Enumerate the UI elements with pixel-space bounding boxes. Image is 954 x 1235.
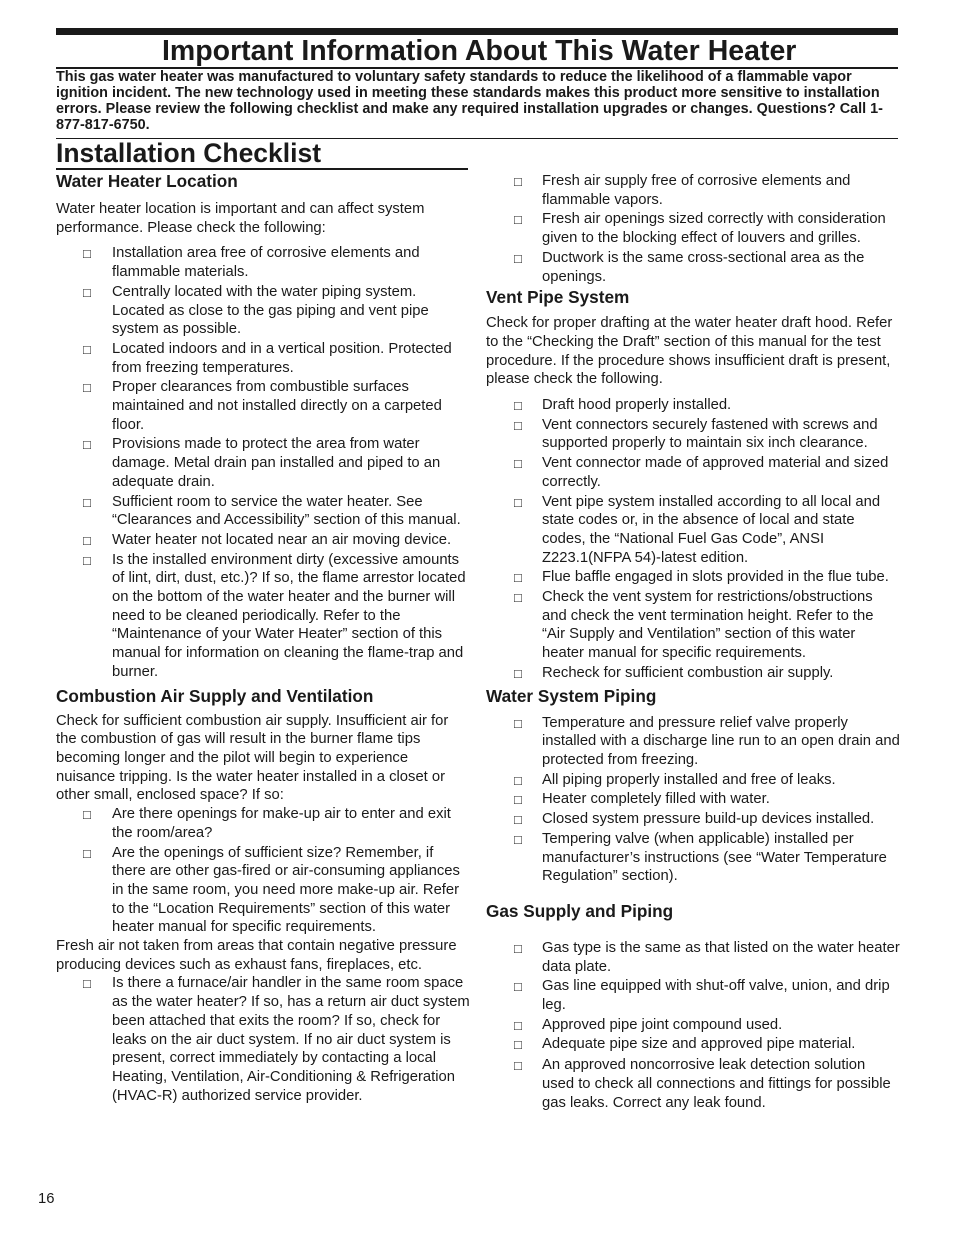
vent-heading: Vent Pipe System	[486, 287, 630, 308]
checklist-item[interactable]	[56, 378, 470, 434]
checklist-item-text: Ductwork is the same cross-sectional area as the openings.	[542, 249, 865, 285]
checkbox-icon[interactable]: □	[83, 807, 91, 823]
checklist-item-text: Temperature and pressure relief valve properly installed with a discharge line run to an open drain and protected from freezing.	[542, 714, 900, 768]
checkbox-icon[interactable]: □	[514, 1037, 522, 1053]
checklist-item-text: Vent connector made of approved material and sized correctly.	[542, 455, 889, 490]
checklist-item[interactable]	[56, 340, 470, 377]
checkbox-icon[interactable]: □	[83, 976, 91, 992]
page-number: 16	[38, 1191, 55, 1207]
checklist-title: Installation Checklist	[56, 138, 322, 168]
checklist-item[interactable]	[486, 810, 900, 829]
checklist-item[interactable]	[486, 1056, 900, 1112]
location-checklist	[56, 244, 470, 681]
right-column	[486, 172, 900, 1112]
checkbox-icon[interactable]: □	[83, 552, 91, 568]
combustion-note: Fresh air not taken from areas that contain negative pressure producing devices such as exhaust fans, fireplaces, etc.	[56, 938, 457, 973]
checklist-title-underline	[56, 168, 468, 170]
checklist-item-text: Fresh air supply free of corrosive elements and flammable vapors.	[542, 173, 851, 208]
checklist-item-text: Located indoors and in a vertical position. Protected from freezing temperatures.	[112, 340, 452, 376]
checklist-item-text: Gas line equipped with shut-off valve, union, and drip leg.	[542, 978, 890, 1014]
checkbox-icon[interactable]: □	[83, 341, 91, 357]
checkbox-icon[interactable]: □	[514, 1058, 522, 1074]
checkbox-icon[interactable]: □	[514, 417, 522, 433]
checklist-item-text: Water heater not located near an air moving device.	[112, 531, 452, 548]
checklist-item-text: Is there a furnace/air handler in the same room space as the water heater? If so, has a return air duct system been attached that exits the room? If so, check for leaks on the air duct system. If no air duct system is present, correct immediately by contacting a local Heating, Ventilation, Air-Conditioning & Refrigeration (HVAC-R) authorized service provider.	[112, 975, 470, 1104]
checklist-item[interactable]	[486, 1035, 900, 1054]
checklist-item-text: Are the openings of sufficient size? Remember, if there are other gas-fired or air-consuming appliances in the same room, you need more make-up air. Refer to the “Location Requirements” section of this water heater manual for specific requirements.	[112, 844, 460, 936]
checkbox-icon[interactable]: □	[83, 246, 91, 262]
checklist-item-text: Heater completely filled with water.	[542, 791, 770, 808]
checkbox-icon[interactable]: □	[514, 212, 522, 228]
checkbox-icon[interactable]: □	[83, 380, 91, 396]
checklist-item[interactable]	[486, 714, 900, 770]
checklist-item-text: Vent connectors securely fastened with screws and supported properly to maintain six inch clearance.	[542, 416, 878, 452]
checklist-item-text: Centrally located with the water piping system. Located as close to the gas piping and vent pipe system as possible.	[112, 283, 429, 338]
checklist-item-text: An approved noncorrosive leak detection solution used to check all connections and fittings for possible gas leaks. Correct any leak found.	[542, 1057, 891, 1111]
checklist-item-text: Flue baffle engaged in slots provided in the flue tube.	[542, 569, 889, 586]
checklist-item[interactable]	[56, 844, 470, 938]
checklist-item-text: Is the installed environment dirty (excessive amounts of lint, dirt, dust, etc.)? If so, the flame arrestor located on the bottom of the water heater and the burner will need to be cleaned periodically. Refer to the “Maintenance of your Water Heater” section of this manual for information on cleaning the flame-trap and burner.	[112, 551, 466, 680]
checklist-item[interactable]	[486, 664, 900, 683]
checklist-item[interactable]	[56, 974, 470, 1105]
checkbox-icon[interactable]: □	[514, 772, 522, 788]
checklist-item[interactable]	[486, 493, 900, 568]
checklist-item-text: Draft hood properly installed.	[542, 397, 732, 414]
checkbox-icon[interactable]: □	[514, 494, 522, 510]
checkbox-icon[interactable]: □	[514, 570, 522, 586]
checklist-item-text: All piping properly installed and free of leaks.	[542, 771, 836, 788]
checklist-item-text: Fresh air openings sized correctly with consideration given to the blocking effect of louvers and grilles.	[542, 211, 886, 247]
checklist-item[interactable]	[486, 568, 900, 587]
vent-checklist	[486, 396, 900, 683]
checklist-item[interactable]	[56, 244, 470, 281]
checklist-item[interactable]	[486, 1016, 900, 1035]
checklist-item[interactable]	[486, 830, 900, 886]
checkbox-icon[interactable]: □	[514, 940, 522, 956]
checklist-item-text: Gas type is the same as that listed on the water heater data plate.	[542, 939, 900, 975]
water-piping-checklist	[486, 714, 900, 886]
gas-piping-heading: Gas Supply and Piping	[486, 900, 674, 921]
checklist-item-text: Tempering valve (when applicable) installed per manufacturer’s instructions (see “Water Temperature Regulation” section).	[542, 830, 887, 885]
checkbox-icon[interactable]: □	[514, 174, 522, 189]
checkbox-icon[interactable]: □	[514, 250, 522, 266]
checkbox-icon[interactable]: □	[83, 437, 91, 453]
checklist-item-text: Are there openings for make-up air to enter and exit the room/area?	[112, 806, 451, 841]
left-column	[56, 171, 470, 1105]
combustion-checklist-2	[56, 974, 470, 1105]
checkbox-icon[interactable]: □	[83, 284, 91, 300]
checkbox-icon[interactable]: □	[83, 532, 91, 548]
checkbox-icon[interactable]: □	[514, 590, 522, 606]
intro-paragraph: This gas water heater was manufactured to voluntary safety standards to reduce the likelihood of a flammable vapor ignition incident. The new technology used in meeting these standards makes this product more sensitive to installation errors. Please review the following checklist and make any required installation upgrades or changes. Questions? Call 1-877-817-6750.	[56, 69, 883, 133]
water-piping-heading: Water System Piping	[486, 685, 657, 706]
checklist-item-text: Sufficient room to service the water heater. See “Clearances and Accessibility” section of this manual.	[112, 493, 461, 529]
checkbox-icon[interactable]: □	[514, 831, 522, 847]
checklist-item[interactable]	[56, 435, 470, 491]
checklist-item-text: Recheck for sufficient combustion air supply.	[542, 664, 834, 681]
checklist-item[interactable]	[56, 283, 470, 339]
location-heading: Water Heater Location	[56, 171, 238, 191]
combustion-intro: Check for sufficient combustion air supply. Insufficient air for the combustion of gas will result in the burner flame tips becoming longer and the pilot will begin to experience nuisance tripping. Is the water heater installed in a closet or other small, enclosed space? If so:	[56, 712, 449, 804]
checklist-item[interactable]	[486, 939, 900, 976]
checklist-item[interactable]	[486, 790, 900, 809]
location-intro: Water heater location is important and can affect system performance. Please check the following:	[56, 201, 425, 236]
combustion-checklist-continued	[486, 172, 900, 286]
checkbox-icon[interactable]: □	[83, 845, 91, 861]
page-title: Important Information About This Water Heater	[162, 35, 797, 67]
checklist-item-text: Check the vent system for restrictions/obstructions and check the vent termination height. Refer to the “Air Supply and Ventilation” section of this water heater manual for specific requirements.	[542, 589, 874, 662]
checklist-item-text: Vent pipe system installed according to all local and state codes or, in the absence of local and state codes, the “National Fuel Gas Code”, ANSI Z223.1(NFPA 54)-latest edition.	[542, 493, 881, 566]
checklist-item[interactable]	[56, 551, 470, 682]
checkbox-icon[interactable]: □	[514, 792, 522, 808]
checklist-item-text: Approved pipe joint compound used.	[542, 1016, 783, 1033]
checklist-item-text: Installation area free of corrosive elements and flammable materials.	[112, 245, 420, 281]
checklist-item[interactable]	[486, 588, 900, 663]
checklist-item[interactable]	[486, 977, 900, 1014]
checklist-item-text: Adequate pipe size and approved pipe material.	[542, 1036, 856, 1053]
checklist-item-text: Provisions made to protect the area from water damage. Metal drain pan installed and piped to an adequate drain.	[112, 436, 441, 490]
checkbox-icon[interactable]: □	[514, 979, 522, 995]
checklist-item[interactable]	[486, 249, 900, 286]
checkbox-icon[interactable]: □	[514, 715, 522, 731]
checklist-item[interactable]	[56, 805, 470, 842]
checklist-item-text: Proper clearances from combustible surfaces maintained and not installed directly on a carpeted floor.	[112, 379, 442, 433]
checklist-item[interactable]	[56, 531, 470, 550]
checkbox-icon[interactable]: □	[514, 812, 522, 828]
combustion-heading: Combustion Air Supply and Ventilation	[56, 685, 374, 706]
checklist-item[interactable]	[56, 493, 470, 530]
checklist-item[interactable]	[486, 396, 900, 415]
checkbox-icon[interactable]: □	[514, 398, 522, 414]
checklist-item-text: Closed system pressure build-up devices installed.	[542, 811, 875, 828]
checklist-item[interactable]	[486, 771, 900, 790]
gas-piping-checklist	[486, 939, 900, 1112]
checkbox-icon[interactable]: □	[514, 1017, 522, 1033]
vent-intro: Check for proper drafting at the water heater draft hood. Refer to the “Checking the Draft” section of this manual for the test procedure. If the procedure shows insufficient draft is present, please check the following.	[486, 315, 893, 388]
checkbox-icon[interactable]: □	[514, 665, 522, 681]
checkbox-icon[interactable]: □	[83, 494, 91, 510]
checkbox-icon[interactable]: □	[514, 456, 522, 472]
checklist-item[interactable]	[486, 210, 900, 247]
checklist-item[interactable]	[486, 416, 900, 453]
checklist-item[interactable]	[486, 172, 900, 209]
combustion-checklist	[56, 805, 470, 937]
checklist-item[interactable]	[486, 454, 900, 491]
